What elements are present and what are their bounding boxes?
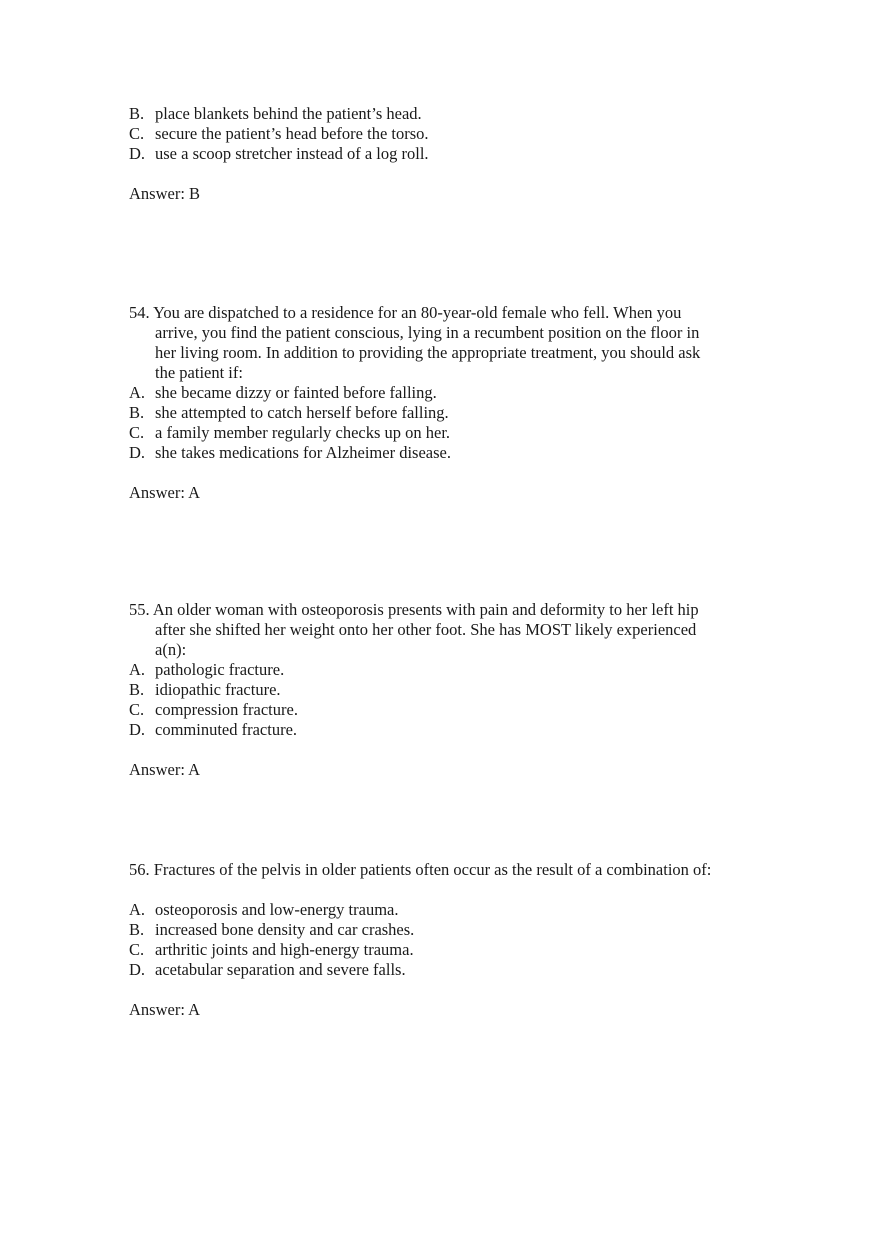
option-text: compression fracture.	[155, 700, 298, 719]
question-stem-line: the patient if:	[155, 363, 243, 382]
question-53-tail	[129, 104, 769, 204]
option-d	[129, 144, 769, 164]
option-letter: A.	[129, 900, 146, 919]
option-d	[129, 720, 769, 740]
option-d	[129, 960, 769, 980]
option-letter: B.	[129, 104, 145, 123]
option-a	[129, 383, 769, 403]
option-c	[129, 700, 769, 720]
option-b	[129, 403, 769, 423]
option-a	[129, 660, 769, 680]
option-c	[129, 423, 769, 443]
option-a	[129, 900, 769, 920]
question-stem-line: after she shifted her weight onto her other foot. She has MOST likely experienced	[155, 620, 697, 639]
option-letter: D.	[129, 720, 146, 739]
option-letter: D.	[129, 443, 146, 462]
answer-label: Answer: A	[129, 760, 201, 779]
option-text: she takes medications for Alzheimer disease.	[155, 443, 451, 462]
question-56	[129, 860, 769, 1020]
option-letter: D.	[129, 144, 146, 163]
option-text: secure the patient’s head before the torso.	[155, 124, 429, 143]
option-letter: C.	[129, 124, 145, 143]
option-text: arthritic joints and high-energy trauma.	[155, 940, 414, 959]
question-stem-line: arrive, you find the patient conscious, lying in a recumbent position on the floor in	[155, 323, 700, 342]
option-text: idiopathic fracture.	[155, 680, 281, 699]
option-text: acetabular separation and severe falls.	[155, 960, 406, 979]
option-letter: B.	[129, 680, 145, 699]
question-stem-line: a(n):	[155, 640, 187, 659]
question-55	[129, 600, 769, 780]
question-54	[129, 303, 769, 503]
answer-label: Answer: B	[129, 184, 201, 203]
option-letter: B.	[129, 920, 145, 939]
option-text: pathologic fracture.	[155, 660, 285, 679]
option-letter: A.	[129, 660, 146, 679]
option-text: comminuted fracture.	[155, 720, 298, 739]
option-letter: C.	[129, 423, 145, 442]
question-stem-line: 54. You are dispatched to a residence for an 80-year-old female who fell. When you	[129, 303, 682, 322]
answer-label: Answer: A	[129, 1000, 201, 1019]
question-stem-line: 56. Fractures of the pelvis in older patients often occur as the result of a combination of:	[129, 860, 712, 879]
option-c	[129, 124, 769, 144]
option-d	[129, 443, 769, 463]
option-letter: C.	[129, 940, 145, 959]
option-text: use a scoop stretcher instead of a log roll.	[155, 144, 429, 163]
option-letter: D.	[129, 960, 146, 979]
question-stem-line: 55. An older woman with osteoporosis presents with pain and deformity to her left hip	[129, 600, 699, 619]
option-letter: B.	[129, 403, 145, 422]
option-text: she attempted to catch herself before falling.	[155, 403, 449, 422]
option-text: osteoporosis and low-energy trauma.	[155, 900, 399, 919]
option-b	[129, 104, 769, 124]
option-text: a family member regularly checks up on her.	[155, 423, 451, 442]
answer-label: Answer: A	[129, 483, 201, 502]
option-b	[129, 920, 769, 940]
option-b	[129, 680, 769, 700]
option-text: place blankets behind the patient’s head.	[155, 104, 422, 123]
option-c	[129, 940, 769, 960]
option-letter: C.	[129, 700, 145, 719]
option-letter: A.	[129, 383, 146, 402]
question-stem-line: her living room. In addition to providing the appropriate treatment, you should ask	[155, 343, 701, 362]
option-text: increased bone density and car crashes.	[155, 920, 415, 939]
option-text: she became dizzy or fainted before falling.	[155, 383, 437, 402]
